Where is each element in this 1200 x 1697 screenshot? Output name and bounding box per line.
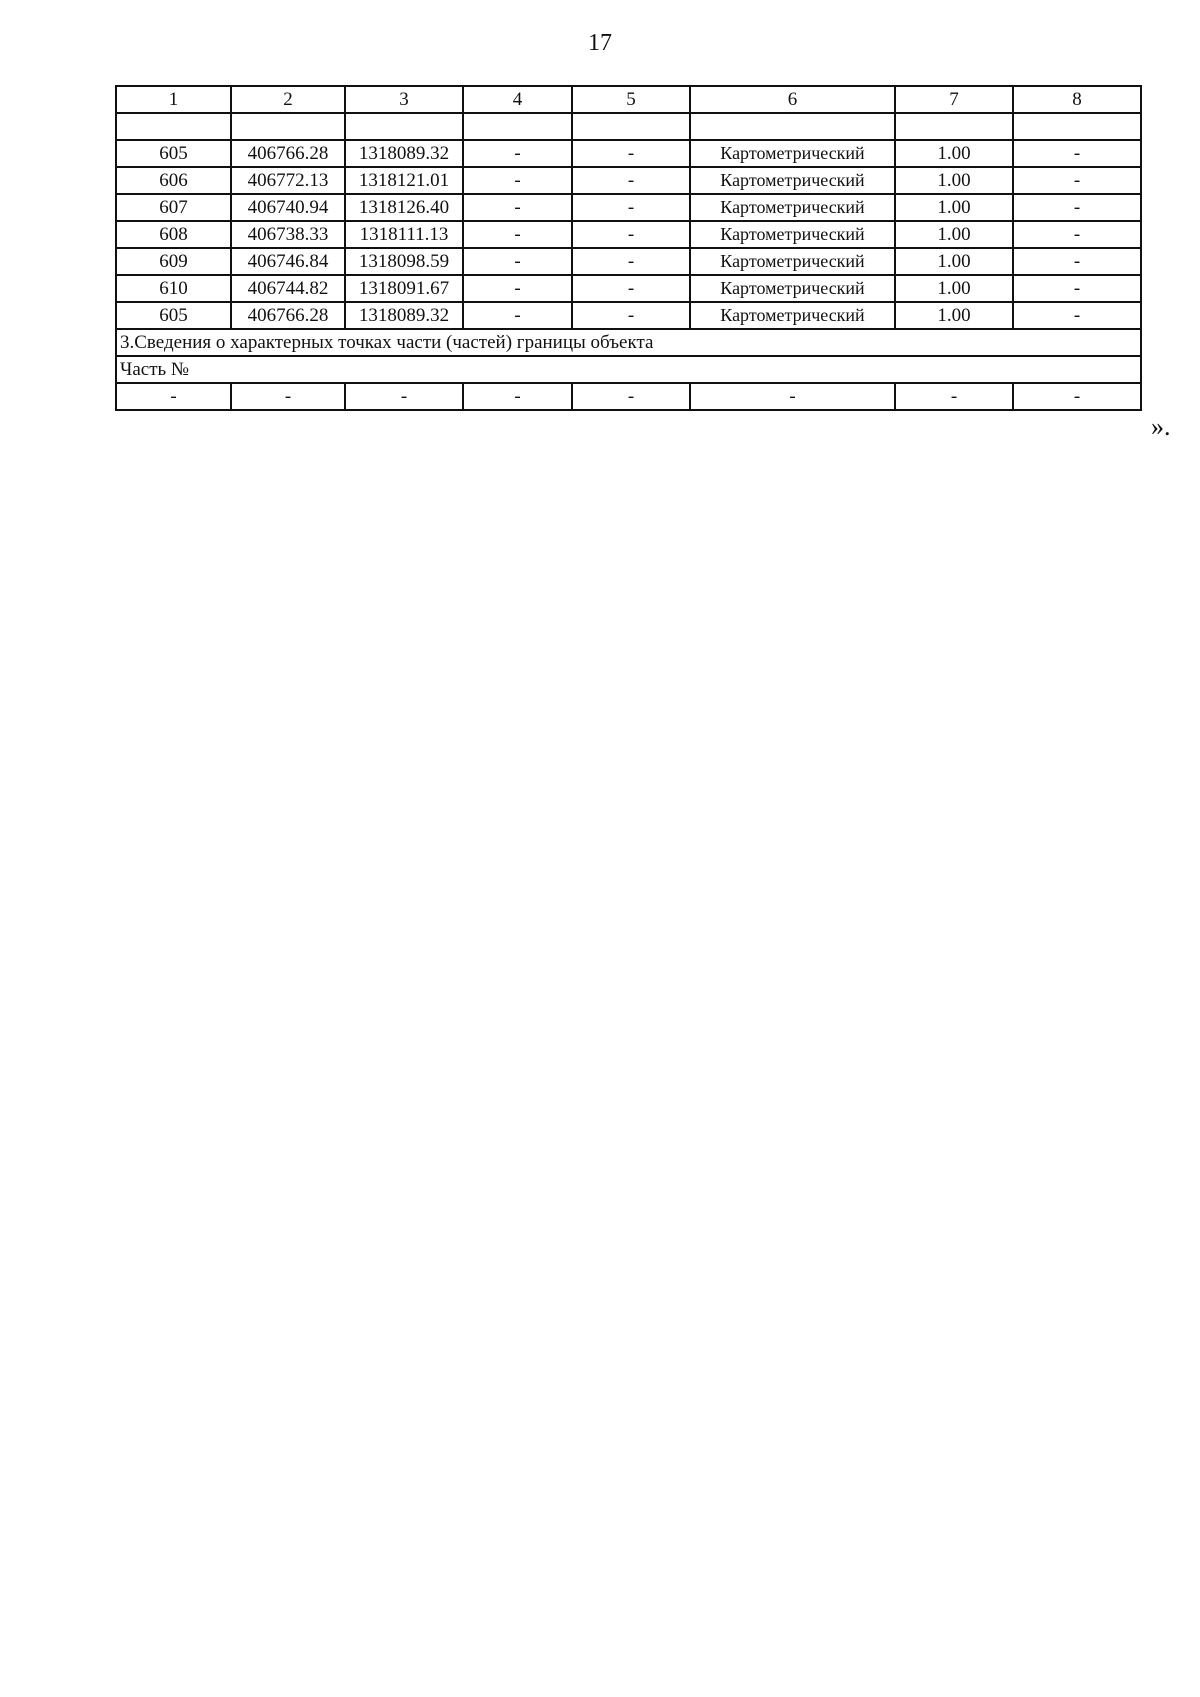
table-cell: - (1013, 194, 1141, 221)
table-row (116, 194, 1141, 221)
accuracy-cell: 1.00 (895, 275, 1013, 302)
method-cell: Картометрический (690, 275, 895, 302)
table-cell: - (1013, 383, 1141, 410)
coordinates-table (115, 85, 1142, 411)
section-title: 3.Сведения о характерных точках части (частей) границы объекта (116, 329, 1141, 356)
coord-y: 1318126.40 (345, 194, 463, 221)
table-row (116, 302, 1141, 329)
header-cell: 6 (690, 86, 895, 113)
method-cell: Картометрический (690, 248, 895, 275)
table-cell: - (463, 221, 572, 248)
table-cell (1013, 113, 1141, 140)
method-cell: Картометрический (690, 194, 895, 221)
table-cell: - (572, 194, 690, 221)
accuracy-cell: 1.00 (895, 248, 1013, 275)
table-cell: - (463, 383, 572, 410)
coord-y: 1318121.01 (345, 167, 463, 194)
header-cell: 1 (116, 86, 231, 113)
table-cell: - (463, 167, 572, 194)
section-title-row (116, 329, 1141, 356)
accuracy-cell: 1.00 (895, 194, 1013, 221)
table-cell: - (463, 248, 572, 275)
header-cell: 3 (345, 86, 463, 113)
coord-y: 1318091.67 (345, 275, 463, 302)
coord-x: 406766.28 (231, 140, 345, 167)
header-cell: 5 (572, 86, 690, 113)
coord-y: 1318098.59 (345, 248, 463, 275)
table-cell (895, 113, 1013, 140)
coordinates-table-wrapper (115, 85, 1140, 411)
coord-x: 406746.84 (231, 248, 345, 275)
accuracy-cell: 1.00 (895, 167, 1013, 194)
empty-row (116, 113, 1141, 140)
table-cell: - (572, 248, 690, 275)
coord-x: 406738.33 (231, 221, 345, 248)
table-cell: - (463, 140, 572, 167)
table-cell: - (1013, 167, 1141, 194)
point-number: 608 (116, 221, 231, 248)
header-cell: 4 (463, 86, 572, 113)
coord-y: 1318089.32 (345, 140, 463, 167)
table-row (116, 248, 1141, 275)
method-cell: Картометрический (690, 302, 895, 329)
part-label: Часть № (116, 356, 1141, 383)
accuracy-cell: 1.00 (895, 140, 1013, 167)
coord-x: 406740.94 (231, 194, 345, 221)
accuracy-cell: 1.00 (895, 221, 1013, 248)
table-row (116, 275, 1141, 302)
point-number: 609 (116, 248, 231, 275)
point-number: 605 (116, 302, 231, 329)
coord-x: 406766.28 (231, 302, 345, 329)
closing-quote: ». (1151, 412, 1171, 441)
table-cell (116, 113, 231, 140)
table-row (116, 167, 1141, 194)
table-cell: - (231, 383, 345, 410)
point-number: 606 (116, 167, 231, 194)
table-cell: - (572, 167, 690, 194)
accuracy-cell: 1.00 (895, 302, 1013, 329)
table-cell: - (463, 302, 572, 329)
table-cell: - (572, 140, 690, 167)
header-cell: 8 (1013, 86, 1141, 113)
table-row (116, 221, 1141, 248)
coord-x: 406772.13 (231, 167, 345, 194)
part-label-row (116, 356, 1141, 383)
table-cell: - (1013, 302, 1141, 329)
table-cell: - (572, 221, 690, 248)
method-cell: Картометрический (690, 221, 895, 248)
coord-x: 406744.82 (231, 275, 345, 302)
table-row (116, 140, 1141, 167)
table-cell (690, 113, 895, 140)
point-number: 610 (116, 275, 231, 302)
table-cell: - (690, 383, 895, 410)
point-number: 605 (116, 140, 231, 167)
table-cell: - (1013, 140, 1141, 167)
point-number: 607 (116, 194, 231, 221)
header-cell: 7 (895, 86, 1013, 113)
table-cell: - (895, 383, 1013, 410)
table-cell: - (116, 383, 231, 410)
table-cell: - (345, 383, 463, 410)
table-cell: - (463, 275, 572, 302)
table-cell: - (1013, 248, 1141, 275)
page-number: 17 (588, 30, 612, 56)
table-cell (463, 113, 572, 140)
table-cell (572, 113, 690, 140)
table-cell (345, 113, 463, 140)
header-row (116, 86, 1141, 113)
header-cell: 2 (231, 86, 345, 113)
table-cell: - (572, 275, 690, 302)
coord-y: 1318089.32 (345, 302, 463, 329)
table-cell: - (1013, 221, 1141, 248)
table-cell: - (572, 383, 690, 410)
table-cell: - (1013, 275, 1141, 302)
dash-row (116, 383, 1141, 410)
table-cell (231, 113, 345, 140)
method-cell: Картометрический (690, 140, 895, 167)
method-cell: Картометрический (690, 167, 895, 194)
coord-y: 1318111.13 (345, 221, 463, 248)
table-cell: - (463, 194, 572, 221)
table-cell: - (572, 302, 690, 329)
